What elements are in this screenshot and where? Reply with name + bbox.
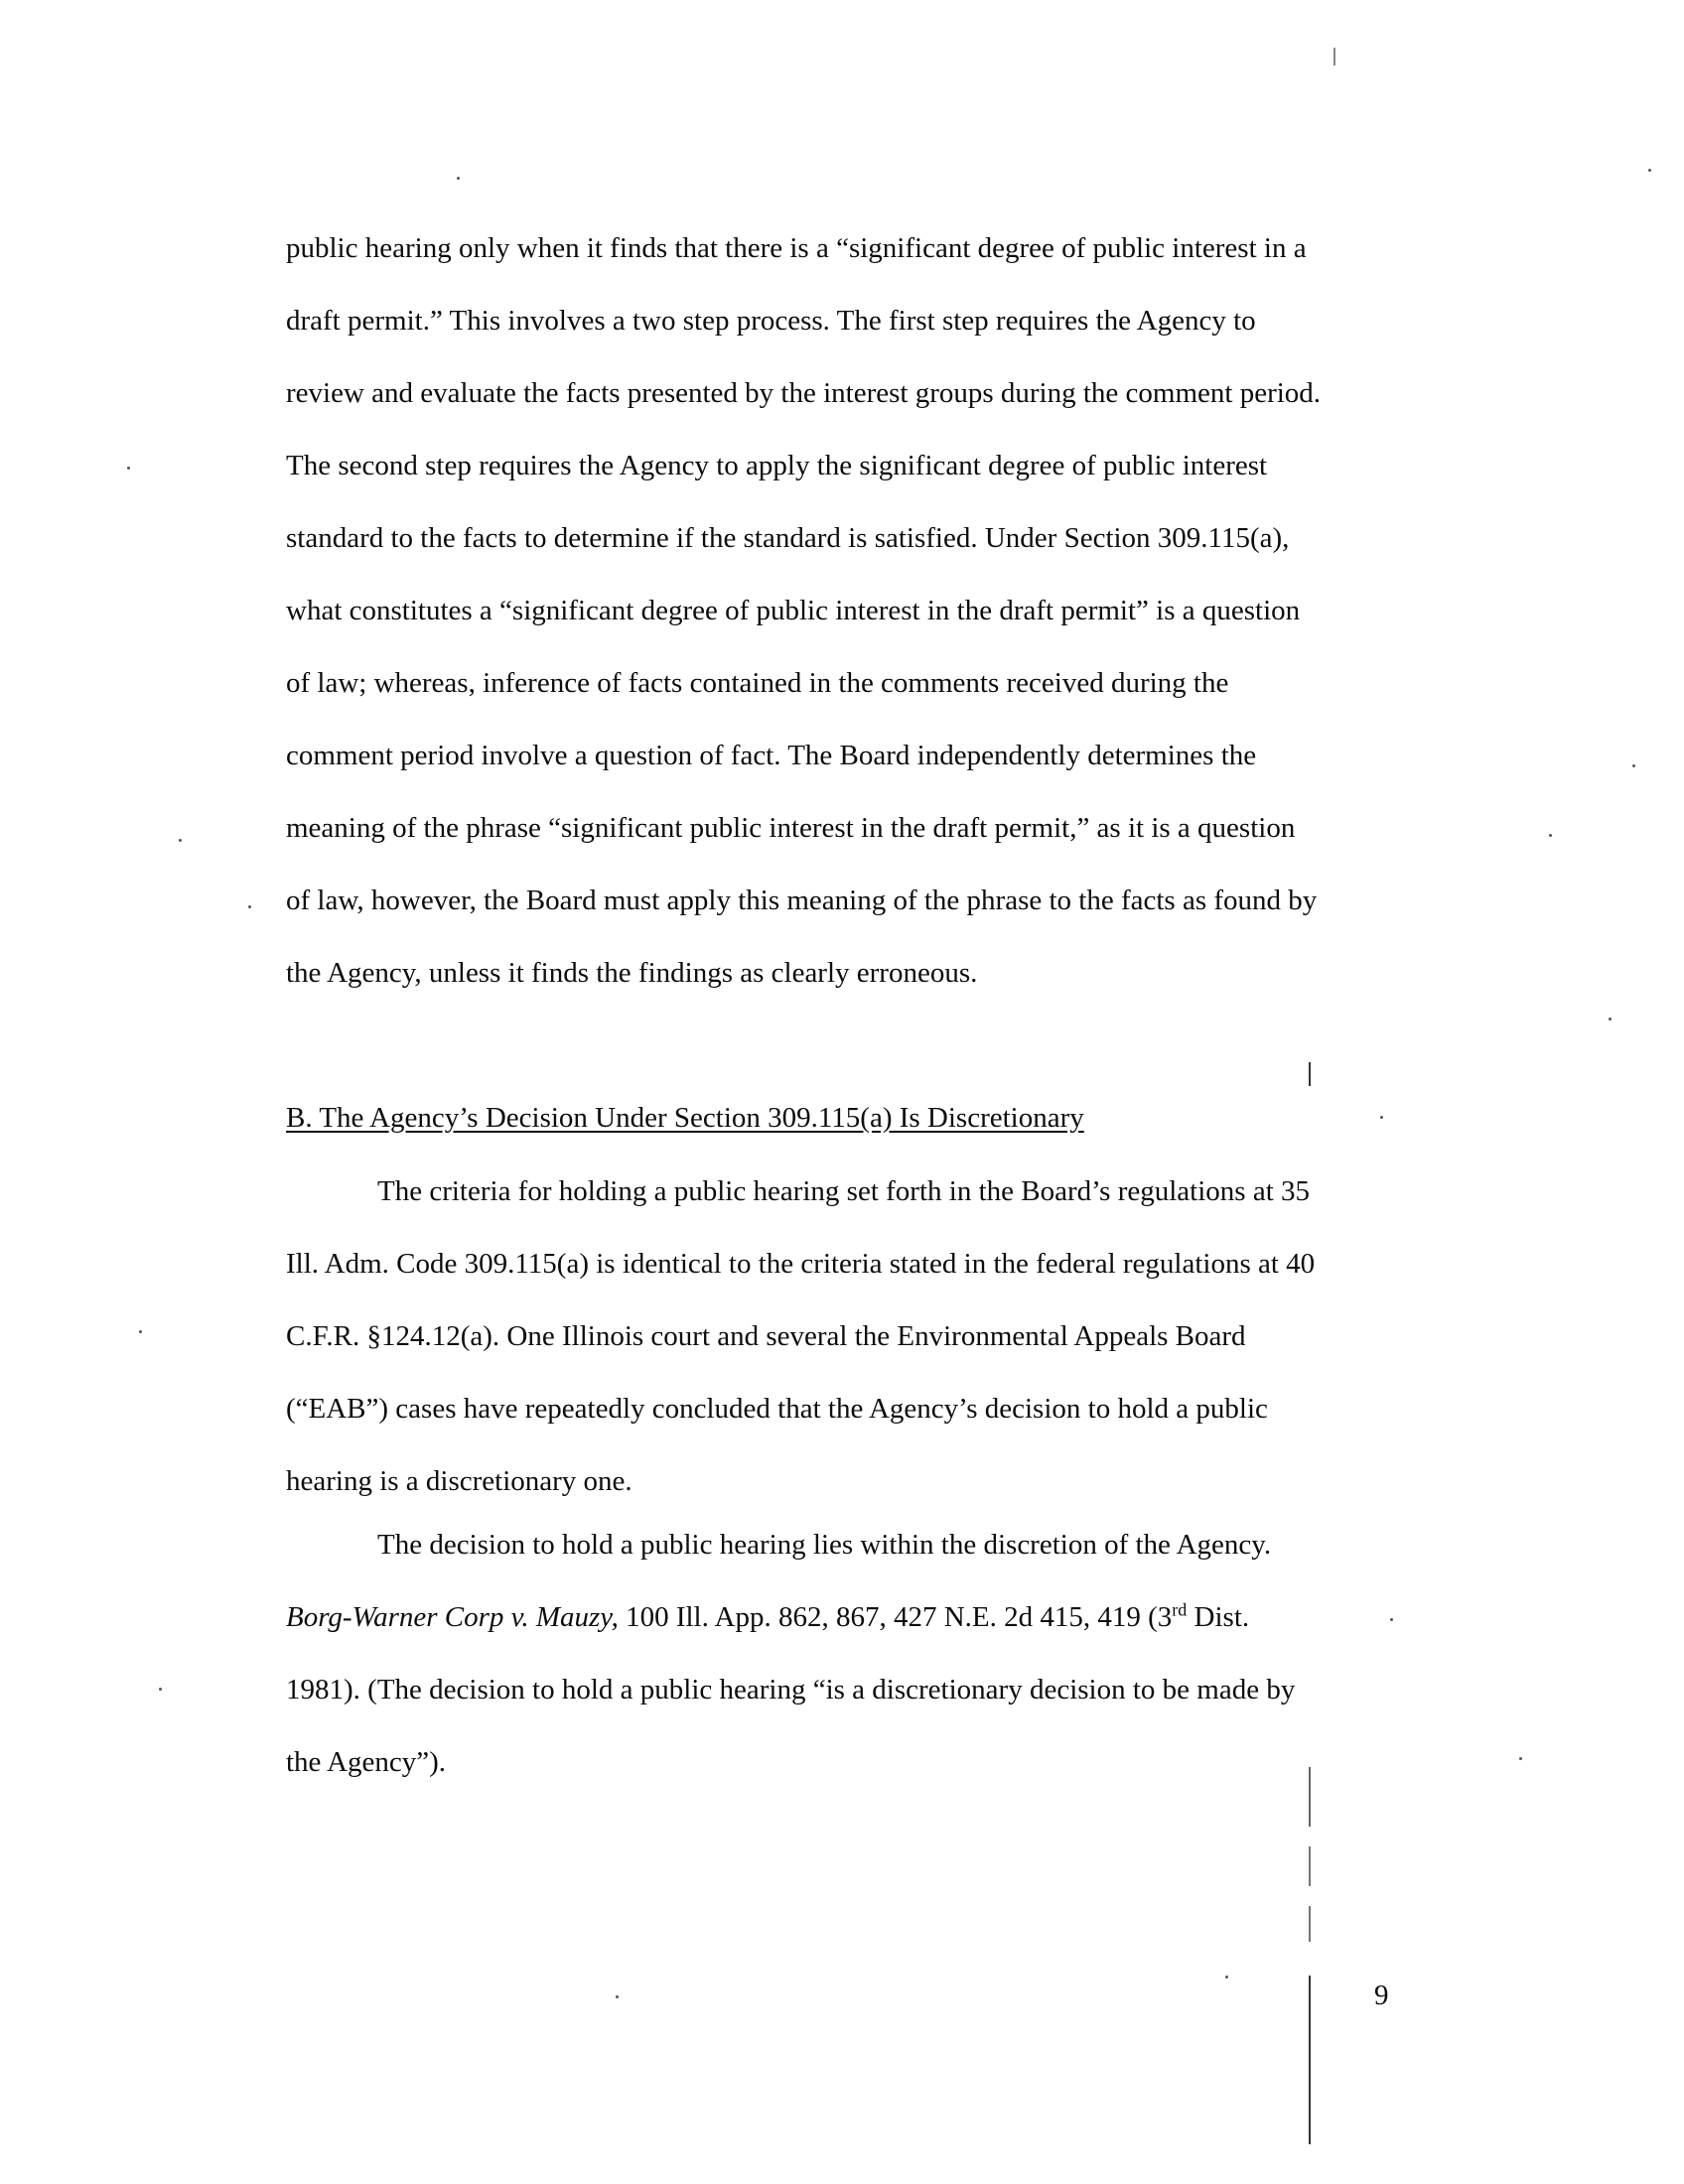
scan-artifact — [1380, 1116, 1383, 1119]
scan-artifact — [159, 1688, 162, 1691]
page-number: 9 — [1374, 1979, 1389, 2011]
paragraph-line: standard to the facts to determine if the standard is satisfied. Under Section 309.115(a), — [286, 522, 1290, 554]
scan-artifact — [1309, 1906, 1311, 1942]
paragraph-line: (“EAB”) cases have repeatedly concluded that the Agency’s decision to hold a public — [286, 1393, 1268, 1425]
paragraph-line: of law, however, the Board must apply this meaning of the phrase to the facts as found by — [286, 885, 1318, 916]
scan-artifact — [139, 1330, 142, 1333]
paragraph-line: the Agency”). — [286, 1746, 447, 1778]
citation-line — [286, 1581, 1438, 1654]
paragraph-line: hearing is a discretionary one. — [286, 1465, 632, 1497]
paragraph-line: what constitutes a “significant degree of public interest in the draft permit” is a question — [286, 595, 1301, 626]
paragraph-criteria — [286, 1156, 1438, 1518]
scan-artifact — [1309, 1767, 1311, 1827]
scan-artifact — [248, 905, 251, 908]
scan-artifact — [1333, 48, 1335, 66]
case-name: Borg-Warner Corp v. Mauzy, — [286, 1601, 619, 1633]
paragraph-line: Ill. Adm. Code 309.115(a) is identical to the criteria stated in the federal regulations at 40 — [286, 1248, 1316, 1280]
paragraph-line: The second step requires the Agency to apply the significant degree of public interest — [286, 450, 1268, 481]
paragraph-line: 1981). (The decision to hold a public hearing “is a discretionary decision to be made by — [286, 1674, 1296, 1706]
scan-artifact — [1519, 1757, 1522, 1760]
scan-artifact — [1648, 169, 1651, 172]
paragraph-line: review and evaluate the facts presented by the interest groups during the comment period. — [286, 377, 1322, 409]
scan-artifact — [1549, 834, 1552, 837]
scan-artifact — [1225, 1976, 1228, 1979]
paragraph-line: The decision to hold a public hearing lies within the discretion of the Agency. — [377, 1529, 1272, 1561]
scan-artifact — [179, 839, 182, 842]
scan-artifact — [1390, 1618, 1393, 1621]
paragraph-line: public hearing only when it finds that there is a “significant degree of public interest in a — [286, 232, 1307, 264]
paragraph-line: draft permit.” This involves a two step process. The first step requires the Agency to — [286, 305, 1256, 337]
scan-artifact — [127, 467, 130, 470]
paragraph-discretion — [286, 1509, 1438, 1799]
section-heading: B. The Agency’s Decision Under Section 309.115(a) Is Discretionary — [286, 1102, 1084, 1134]
paragraph-line: comment period involve a question of fact. The Board independently determines the — [286, 740, 1257, 771]
paragraph-line: the Agency, unless it finds the findings as clearly erroneous. — [286, 957, 978, 989]
paragraph-public-hearing — [286, 212, 1438, 1010]
scan-artifact — [1309, 1976, 1311, 2144]
scan-artifact — [457, 177, 460, 180]
scan-artifact — [616, 1995, 619, 1998]
paragraph-line: meaning of the phrase “significant public interest in the draft permit,” as it is a question — [286, 812, 1296, 844]
citation-text-end: Dist. — [1187, 1601, 1250, 1633]
scan-artifact — [1632, 764, 1635, 767]
ordinal-superscript: rd — [1172, 1599, 1188, 1620]
paragraph-line: of law; whereas, inference of facts contained in the comments received during the — [286, 667, 1229, 699]
citation-text: 100 Ill. App. 862, 867, 427 N.E. 2d 415, 419 (3 — [618, 1601, 1173, 1633]
scan-artifact — [1309, 1846, 1311, 1886]
paragraph-line: C.F.R. §124.12(a). One Illinois court and several the Environmental Appeals Board — [286, 1320, 1246, 1352]
scan-artifact — [1309, 1062, 1311, 1086]
scan-artifact — [1609, 1018, 1612, 1021]
paragraph-line: The criteria for holding a public hearing set forth in the Board’s regulations at 35 — [377, 1175, 1311, 1207]
